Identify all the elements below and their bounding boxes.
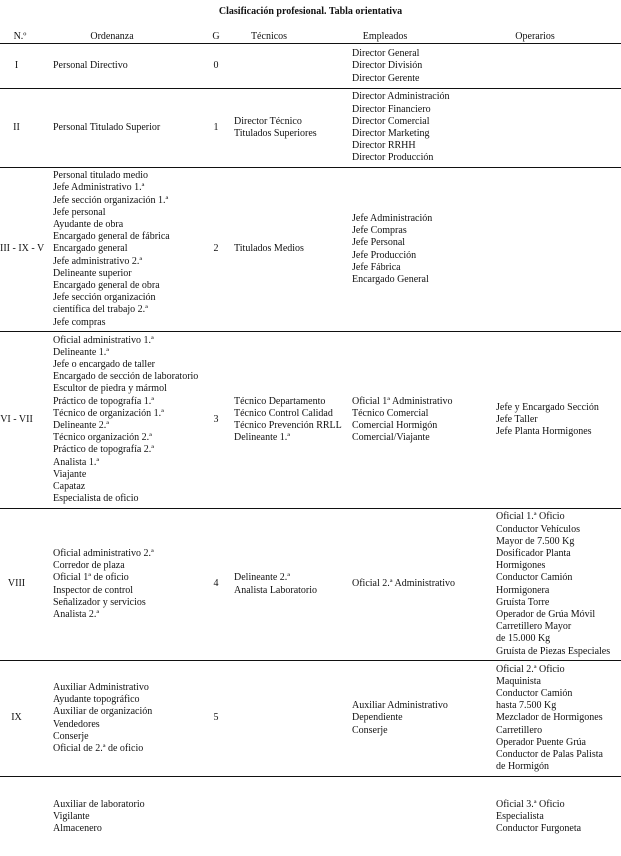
operarios-entry: Maquinista <box>496 675 541 687</box>
row-divider <box>0 167 621 168</box>
ordenanza-entry: Vigilante <box>53 810 90 822</box>
ordenanza-entry: Delineante superior <box>53 267 132 279</box>
operarios-entry: Hormigones <box>496 560 546 572</box>
row-number: I <box>14 60 19 72</box>
operarios-entry: Oficial 3.ª Oficio <box>496 798 565 810</box>
operarios-entry: Conductor de Palas Palista <box>496 749 603 760</box>
header-g: G <box>212 31 220 42</box>
empleados-entry: Técnico Comercial <box>352 407 429 419</box>
operarios-entry: Carretillero <box>496 724 543 736</box>
operarios-entry: de 15.000 Kg <box>496 633 551 645</box>
header-operarios: Operarios <box>515 31 555 42</box>
ordenanza-entry: Personal Directivo <box>53 60 128 72</box>
operarios-entry: Dosificador Planta <box>496 547 571 559</box>
empleados-entry: Director Financiero <box>352 103 431 115</box>
ordenanza-entry: Auxiliar Administrativo <box>53 681 149 693</box>
row-divider <box>0 776 621 777</box>
header-rule <box>0 43 621 44</box>
empleados-entry: Director General <box>352 48 420 60</box>
empleados-entry: Director Marketing <box>352 128 430 139</box>
empleados-entry: Comercial Hormigón <box>352 420 438 431</box>
row-number: III - IX - V <box>0 243 45 255</box>
empleados-entry: Director RRHH <box>352 140 416 152</box>
ordenanza-entry: Práctico de topografía 1.ª <box>53 395 155 407</box>
empleados-entry: Jefe Fábrica <box>352 261 401 273</box>
operarios-entry: Especialista <box>496 810 544 822</box>
ordenanza-entry: Inspector de control <box>53 584 133 596</box>
ordenanza-entry: Escultor de piedra y mármol <box>53 383 167 395</box>
operarios-entry: Operador Puente Grúa <box>496 736 586 748</box>
header-ordenanza: Ordenanza <box>90 31 134 42</box>
operarios-entry: Conductor Furgoneta <box>496 823 582 835</box>
ordenanza-entry: Jefe personal <box>53 206 106 218</box>
ordenanza-entry: Especialista de oficio <box>53 493 139 505</box>
ordenanza-entry: Jefe compras <box>53 316 106 328</box>
ordenanza-entry: Capataz <box>53 481 86 492</box>
ordenanza-entry: Personal Titulado Superior <box>53 121 161 133</box>
row-number: VI - VII <box>0 413 33 425</box>
operarios-entry: Jefe y Encargado Sección <box>496 401 599 413</box>
empleados-entry: Auxiliar Administrativo <box>352 700 448 712</box>
ordenanza-entry: Encargado general de fábrica <box>53 231 170 243</box>
ordenanza-entry: Delineante 1.ª <box>53 346 110 358</box>
empleados-entry: Dependiente <box>352 712 403 724</box>
operarios-entry: Oficial 2.ª Oficio <box>496 663 565 675</box>
tecnicos-entry: Titulados Medios <box>234 243 304 255</box>
operarios-entry: Mayor de 7.500 Kg <box>496 535 575 547</box>
ordenanza-entry: Técnico organización 2.ª <box>53 432 152 444</box>
ordenanza-entry: Encargado de sección de laboratorio <box>53 371 199 383</box>
operarios-entry: Gruísta Torre <box>496 596 550 608</box>
ordenanza-entry: Conserje <box>53 730 89 742</box>
ordenanza-entry: Vendedores <box>53 718 100 730</box>
ordenanza-entry: Jefe sección organización 1.ª <box>53 194 169 206</box>
ordenanza-entry: Jefe administrativo 2.ª <box>53 255 143 267</box>
ordenanza-entry: Señalizador y servicios <box>53 596 146 608</box>
ordenanza-entry: Encargado general de obra <box>53 280 160 291</box>
ordenanza-entry: Viajante <box>53 468 87 480</box>
empleados-entry: Jefe Personal <box>352 237 406 249</box>
ordenanza-entry: Oficial administrativo 2.ª <box>53 547 154 559</box>
empleados-entry: Jefe Compras <box>352 225 407 237</box>
ordenanza-entry: Ayudante de obra <box>53 219 124 230</box>
operarios-entry: Hormigonera <box>496 584 550 596</box>
row-number: VIII <box>7 578 26 590</box>
ordenanza-entry: Analista 2.ª <box>53 608 100 620</box>
empleados-entry: Director División <box>352 60 423 72</box>
ordenanza-entry: Jefe Administrativo 1.ª <box>53 182 145 194</box>
empleados-entry: Director Comercial <box>352 115 430 127</box>
operarios-entry: Conductor Camión <box>496 688 573 699</box>
operarios-entry: Mezclador de Hormigones <box>496 712 603 724</box>
operarios-entry: Oficial 1.ª Oficio <box>496 511 565 523</box>
ordenanza-entry: Auxiliar de organización <box>53 706 153 718</box>
ordenanza-entry: Auxiliar de laboratorio <box>53 798 145 810</box>
ordenanza-entry: Ayudante topográfico <box>53 694 140 706</box>
document-title: Clasificación profesional. Tabla orientativa <box>218 6 403 17</box>
group-number: 1 <box>213 121 219 133</box>
tecnicos-entry: Técnico Departamento <box>234 395 326 407</box>
empleados-entry: Director Administración <box>352 91 450 103</box>
ordenanza-entry: Corredor de plaza <box>53 560 125 572</box>
ordenanza-entry: Oficial administrativo 1.ª <box>53 334 154 346</box>
tecnicos-entry: Director Técnico <box>234 115 302 127</box>
tecnicos-entry: Técnico Control Calidad <box>234 407 333 419</box>
row-number: IX <box>11 712 22 724</box>
ordenanza-entry: Analista 1.ª <box>53 456 100 468</box>
empleados-entry: Comercial/Viajante <box>352 432 430 444</box>
tecnicos-entry: Titulados Superiores <box>234 128 317 139</box>
ordenanza-entry: Oficial de 2.ª de oficio <box>53 742 144 754</box>
ordenanza-entry: Práctico de topografía 2.ª <box>53 444 155 456</box>
tecnicos-entry: Analista Laboratorio <box>234 584 318 596</box>
operarios-entry: Jefe Planta Hormigones <box>496 426 592 438</box>
empleados-entry: Encargado General <box>352 273 429 285</box>
empleados-entry: Oficial 1ª Administrativo <box>352 395 453 407</box>
ordenanza-entry: Técnico de organización 1.ª <box>53 407 164 419</box>
operarios-entry: Conductor Camión <box>496 572 573 584</box>
operarios-entry: Carretillero Mayor <box>496 621 572 633</box>
header-tecnicos: Técnicos <box>250 31 288 42</box>
operarios-entry: Gruísta de Piezas Especiales <box>496 645 611 657</box>
tecnicos-entry: Delineante 2.ª <box>234 572 291 584</box>
empleados-entry: Conserje <box>352 724 388 736</box>
ordenanza-entry: Almacenero <box>53 823 102 835</box>
tecnicos-entry: Técnico Prevención RRLL <box>234 420 342 431</box>
ordenanza-entry: Oficial 1ª de oficio <box>53 572 129 584</box>
empleados-entry: Jefe Producción <box>352 249 417 261</box>
ordenanza-entry: Jefe sección organización <box>53 292 156 304</box>
empleados-entry: Oficial 2.ª Administrativo <box>352 578 456 590</box>
operarios-entry: Conductor Vehículos <box>496 523 580 535</box>
ordenanza-entry: Delineante 2.ª <box>53 420 110 431</box>
ordenanza-entry: Encargado general <box>53 243 128 255</box>
row-divider <box>0 88 621 89</box>
group-number: 5 <box>213 712 219 724</box>
tecnicos-entry: Delineante 1.ª <box>234 432 291 444</box>
ordenanza-entry: científica del trabajo 2.ª <box>53 304 148 316</box>
empleados-entry: Jefe Administración <box>352 212 433 224</box>
operarios-entry: Jefe Taller <box>496 413 538 425</box>
row-number: II <box>13 121 20 133</box>
header-num: N.º <box>13 31 27 42</box>
empleados-entry: Director Gerente <box>352 72 420 84</box>
operarios-entry: de Hormigón <box>496 761 550 773</box>
operarios-entry: hasta 7.500 Kg <box>496 700 557 712</box>
ordenanza-entry: Personal titulado medio <box>53 170 148 182</box>
group-number: 0 <box>213 60 219 72</box>
row-divider <box>0 660 621 661</box>
row-divider <box>0 508 621 509</box>
empleados-entry: Director Producción <box>352 152 434 164</box>
group-number: 2 <box>213 243 219 255</box>
group-number: 4 <box>213 578 219 590</box>
operarios-entry: Operador de Grúa Móvil <box>496 608 596 620</box>
row-divider <box>0 331 621 332</box>
ordenanza-entry: Jefe o encargado de taller <box>53 359 155 370</box>
header-empleados: Empleados <box>362 31 408 42</box>
group-number: 3 <box>213 413 219 425</box>
